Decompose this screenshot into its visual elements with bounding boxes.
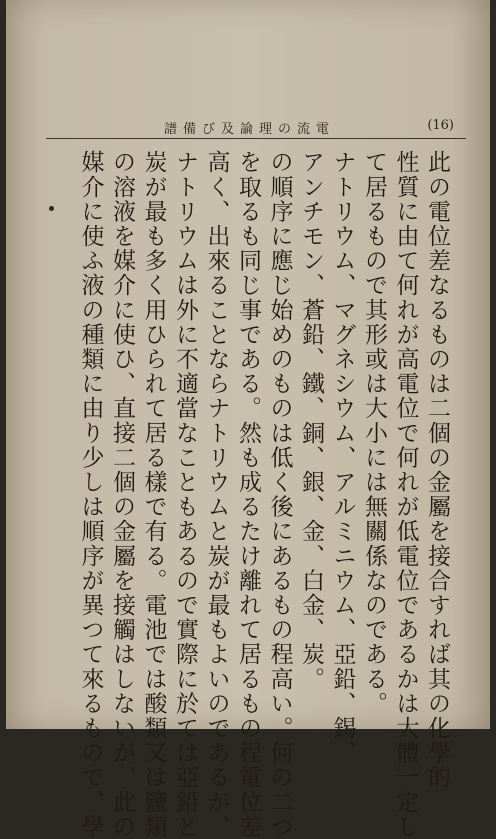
text-line: ナトリウムは外に不適當なこともあるので實際に於ては亞鉛と [172, 150, 198, 839]
text-line: て居るもので其形或は大小には無關係なのである。 [361, 150, 387, 716]
text-line: 炭が最も多く用ひられて居る樣で有る。電池では酸類又は鹽類 [140, 150, 167, 839]
text-line: アンチモン、蒼鉛、鐵、銅、銀、金、白金、炭。 [298, 150, 324, 692]
running-title: 電流の理論及び備譜 [164, 122, 336, 137]
text-line: 此の電位差なるものは二個の金屬を接合すれば其の化學的 [424, 150, 450, 790]
text-line: の順序に應じ始めのものは低く後にあるもの程高い。何の二つ [266, 150, 293, 839]
page-number: (16) [427, 118, 454, 133]
text-line: ナトリウム、マグネシウム、アルミニウム、亞鉛、錫、 [329, 150, 356, 765]
running-header [46, 118, 466, 139]
text-line: 性質に由て何れが高電位で何れが低電位であるかは大體一定し [392, 150, 419, 839]
text-line: を取るも同じ事である。然も成るたけ離れて居るもの程電位差 [235, 150, 261, 839]
vertical-body-text [74, 150, 452, 839]
text-line: の溶液を媒介に使ひ、直接二個の金屬を接觸はしないが、此の [109, 150, 135, 839]
book-page [6, 0, 490, 839]
text-line: 媒介に使ふ液の種類に由り少しは順序が異つて來るもので、學 [77, 150, 104, 839]
text-line: 高く、出來ることならナトリウムと炭が最もよいのであるが、 [203, 150, 230, 839]
margin-mark [49, 206, 54, 211]
